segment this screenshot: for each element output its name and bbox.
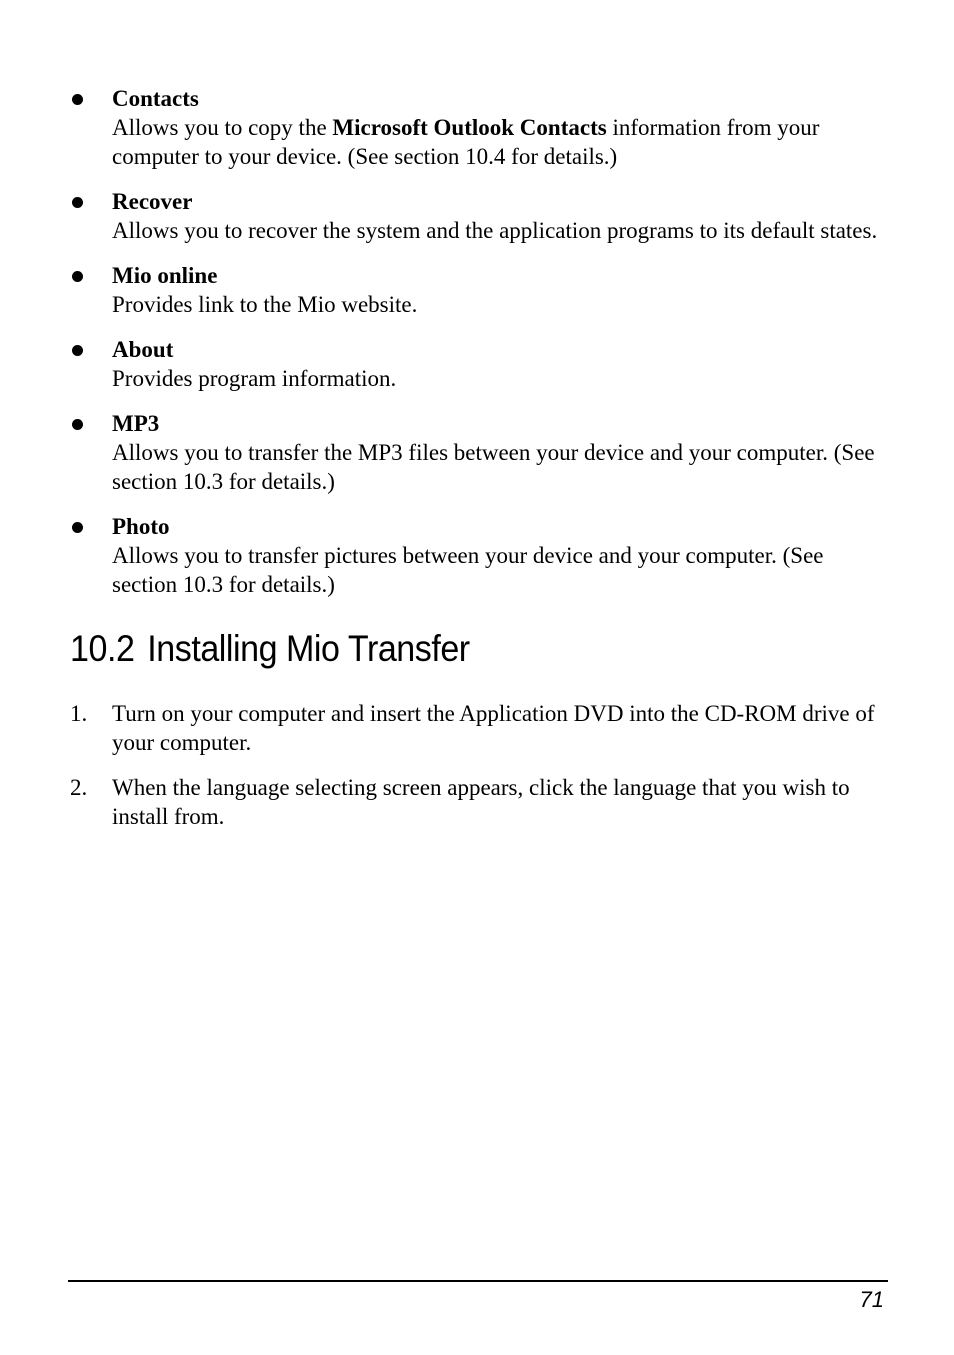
feature-item-mp3 xyxy=(70,409,890,496)
page-content xyxy=(70,84,890,847)
feature-item-photo xyxy=(70,512,890,599)
step-item xyxy=(70,773,890,831)
feature-description: Allows you to transfer the MP3 files between your device and your computer. (See section 10.3 for details.) xyxy=(112,440,875,494)
feature-description xyxy=(112,113,890,171)
feature-list xyxy=(70,84,890,599)
feature-description: Provides program information. xyxy=(112,366,397,391)
install-steps xyxy=(70,699,890,831)
bullet-icon xyxy=(72,94,83,105)
feature-item-mio-online xyxy=(70,261,890,319)
step-number: 2. xyxy=(70,775,88,800)
feature-description: Allows you to recover the system and the application programs to its default states. xyxy=(112,218,878,243)
bullet-icon xyxy=(72,197,83,208)
step-text: When the language selecting screen appears, click the language that you wish to install from. xyxy=(112,775,850,829)
feature-description-bold: Microsoft Outlook Contacts xyxy=(332,115,607,140)
bullet-icon xyxy=(72,271,83,282)
step-text: Turn on your computer and insert the Application DVD into the CD-ROM drive of your computer. xyxy=(112,701,875,755)
section-number: 10.2 xyxy=(70,628,135,669)
bullet-icon xyxy=(72,345,83,356)
footer-divider xyxy=(68,1280,888,1282)
feature-description: Provides link to the Mio website. xyxy=(112,292,418,317)
bullet-icon xyxy=(72,522,83,533)
feature-title: Photo xyxy=(112,514,170,539)
page-number: 71 xyxy=(859,1287,884,1312)
section-heading xyxy=(70,627,824,671)
section-title: Installing Mio Transfer xyxy=(147,628,470,669)
step-item xyxy=(70,699,890,757)
feature-title: MP3 xyxy=(112,411,160,436)
step-number: 1. xyxy=(70,701,88,726)
feature-description-text: Allows you to copy the xyxy=(112,115,333,140)
feature-item-about xyxy=(70,335,890,393)
feature-description: Allows you to transfer pictures between your device and your computer. (See section 10.3 for details.) xyxy=(112,543,824,597)
feature-item-contacts xyxy=(70,84,890,171)
feature-title: Contacts xyxy=(112,86,199,111)
feature-title: Mio online xyxy=(112,263,218,288)
feature-description-text: information from your computer to your device. (See section 10.4 for details.) xyxy=(112,115,820,169)
feature-title: About xyxy=(112,337,174,362)
feature-title: Recover xyxy=(112,189,193,214)
feature-item-recover xyxy=(70,187,890,245)
bullet-icon xyxy=(72,419,83,430)
